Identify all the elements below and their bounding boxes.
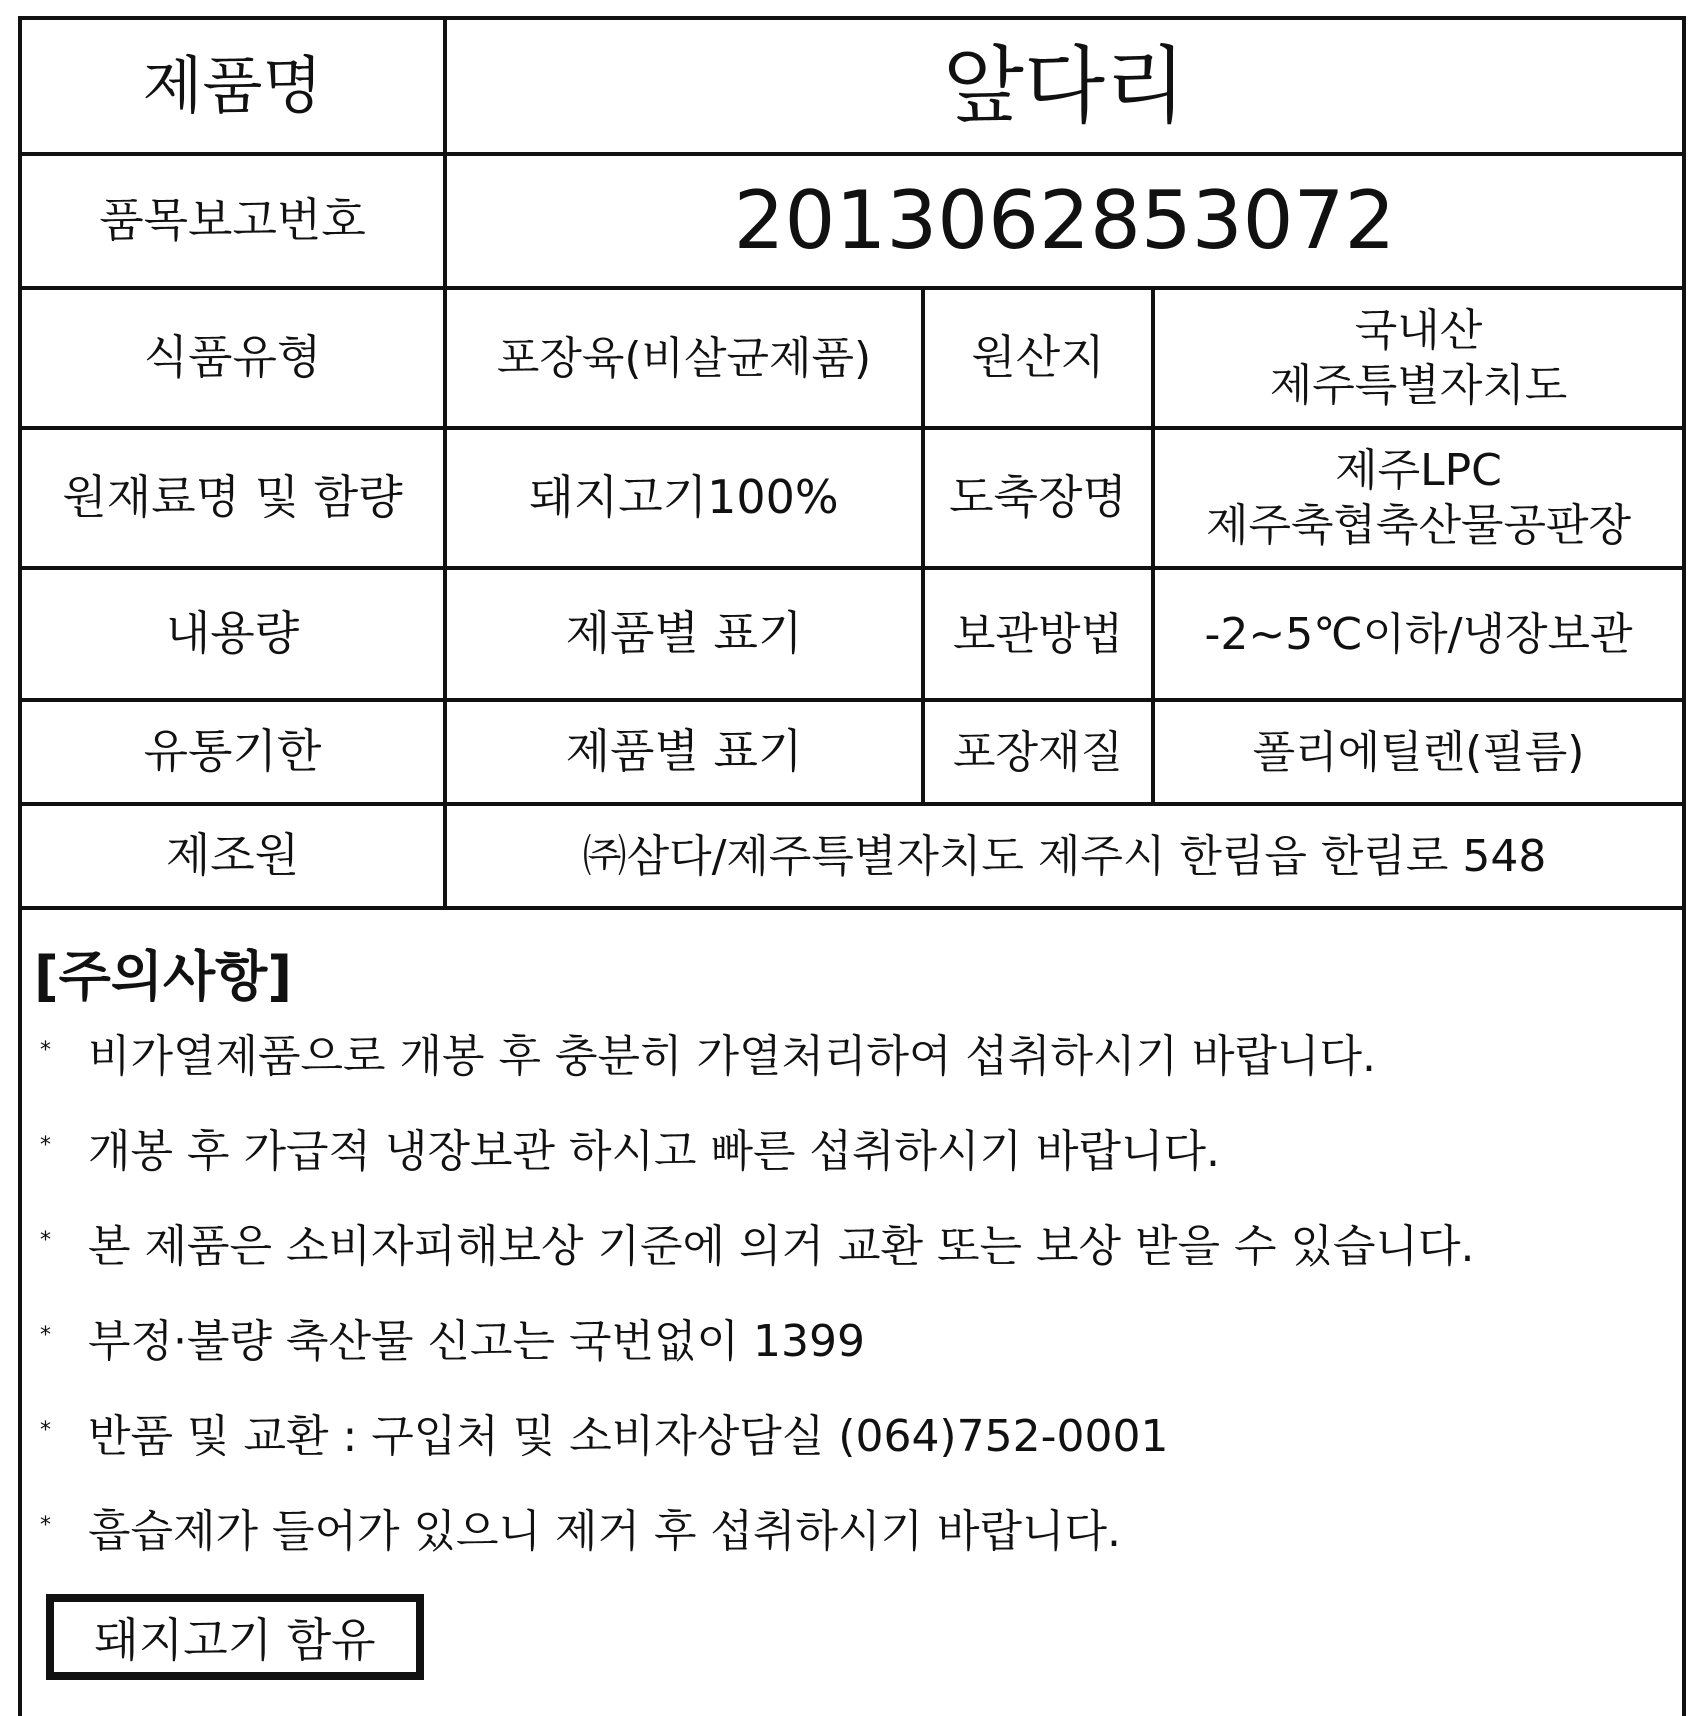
product-name-label: 제품명: [22, 20, 445, 154]
content-label: 내용량: [22, 568, 445, 700]
storage-value: -2~5℃이하/냉장보관: [1153, 568, 1682, 700]
precaution-item: [22, 1495, 1662, 1555]
ingredients-value: 돼지고기100%: [445, 428, 923, 568]
bullet-icon: *: [40, 1133, 51, 1158]
report-no-value: 2013062853072: [445, 154, 1682, 288]
row-ingredients: [22, 428, 1682, 568]
food-type-label: 식품유형: [22, 288, 445, 428]
bullet-icon: *: [40, 1323, 51, 1348]
food-type-value: 포장육(비살균제품): [445, 288, 923, 428]
bullet-icon: *: [40, 1513, 51, 1538]
row-product-name: [22, 20, 1682, 154]
packaging-value: 폴리에틸렌(필름): [1153, 700, 1682, 804]
precaution-item: [22, 1305, 1662, 1365]
precaution-text: 개봉 후 가급적 냉장보관 하시고 빠른 섭취하시기 바랍니다.: [88, 1126, 1220, 1177]
product-label: [18, 16, 1686, 1716]
manufacturer-label: 제조원: [22, 804, 445, 908]
precaution-text: 흡습제가 들어가 있으니 제거 후 섭취하시기 바랍니다.: [88, 1506, 1121, 1557]
bullet-icon: *: [40, 1038, 51, 1063]
slaughterhouse-line-1: 제주LPC: [1335, 445, 1502, 496]
precaution-item: [22, 1020, 1662, 1080]
bullet-icon: *: [40, 1418, 51, 1443]
packaging-label: 포장재질: [923, 700, 1153, 804]
slaughterhouse-line-2: 제주축협축산물공판장: [1205, 500, 1632, 551]
row-expiry: [22, 700, 1682, 804]
bullet-icon: *: [40, 1228, 51, 1253]
manufacturer-value: ㈜삼다/제주특별자치도 제주시 한림읍 한림로 548: [445, 804, 1682, 908]
slaughterhouse-value: [1153, 428, 1682, 568]
expiry-label: 유통기한: [22, 700, 445, 804]
allergy-notice: 돼지고기 함유: [46, 1594, 424, 1680]
precaution-text: 본 제품은 소비자피해보상 기준에 의거 교환 또는 보상 받을 수 있습니다.: [88, 1221, 1475, 1272]
precaution-text: 비가열제품으로 개봉 후 충분히 가열처리하여 섭취하시기 바랍니다.: [88, 1031, 1377, 1082]
origin-line-1: 국내산: [1354, 305, 1483, 356]
report-no-label: 품목보고번호: [22, 154, 445, 288]
origin-label: 원산지: [923, 288, 1153, 428]
row-manufacturer: [22, 804, 1682, 908]
storage-label: 보관방법: [923, 568, 1153, 700]
precaution-item: [22, 1115, 1662, 1175]
precaution-text: 부정·불량 축산물 신고는 국번없이 1399: [88, 1316, 865, 1367]
row-content: [22, 568, 1682, 700]
origin-value: [1153, 288, 1682, 428]
content-value: 제품별 표기: [445, 568, 923, 700]
ingredients-label: 원재료명 및 함량: [22, 428, 445, 568]
precaution-item: [22, 1210, 1662, 1270]
precaution-text: 반품 및 교환 : 구입처 및 소비자상담실 (064)752-0001: [88, 1411, 1169, 1462]
origin-line-2: 제주특별자치도: [1269, 360, 1568, 411]
row-food-type: [22, 288, 1682, 428]
precautions-title: [주의사항]: [34, 945, 293, 1008]
product-info-table: [22, 20, 1682, 910]
row-report-no: [22, 154, 1682, 288]
product-name-value: 앞다리: [445, 20, 1682, 154]
precaution-item: [22, 1400, 1662, 1460]
expiry-value: 제품별 표기: [445, 700, 923, 804]
slaughterhouse-label: 도축장명: [923, 428, 1153, 568]
